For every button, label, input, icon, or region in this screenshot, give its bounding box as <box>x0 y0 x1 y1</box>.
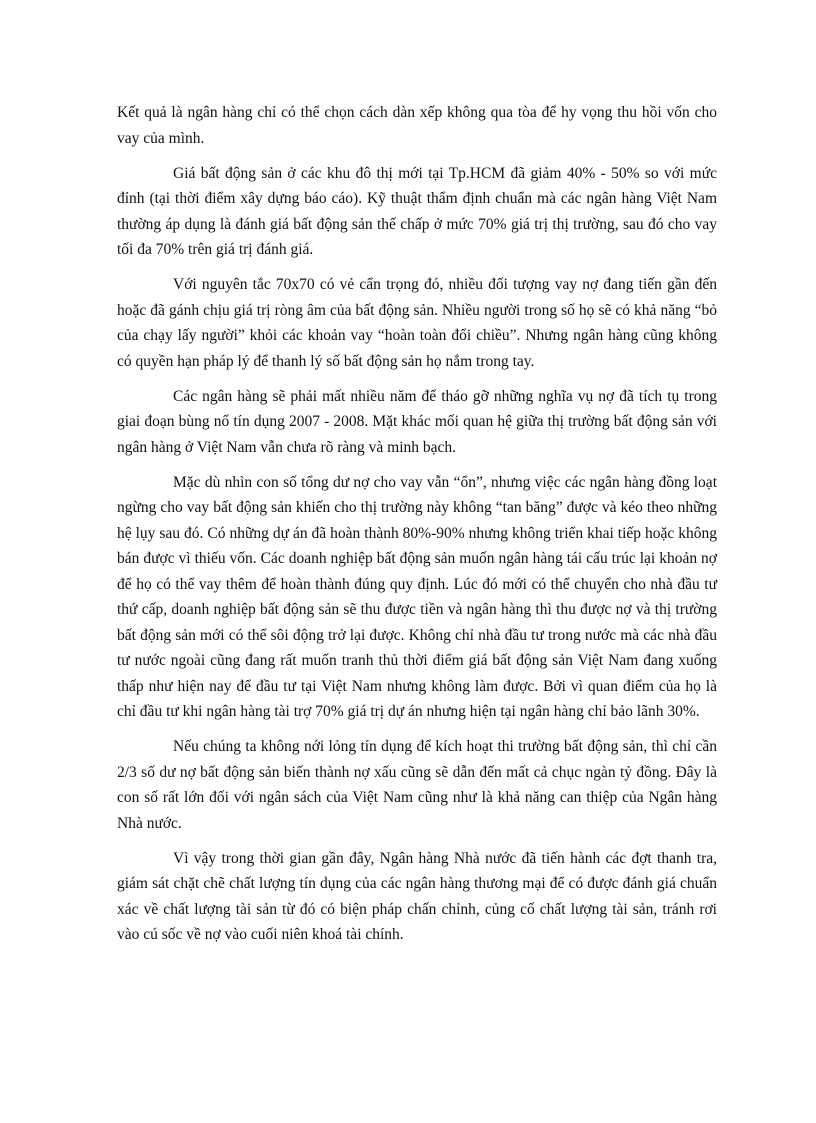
paragraph-4: Các ngân hàng sẽ phải mất nhiều năm để tháo gỡ những nghĩa vụ nợ đã tích tụ trong giai đoạn bùng nổ tín dụng 2007 - 2008. Mặt khác mối quan hệ giữa thị trường bất động sản với ngân hàng ở Việt Nam vẫn chưa rõ ràng và minh bạch. <box>117 387 717 456</box>
paragraph-5: Mặc dù nhìn con số tổng dư nợ cho vay vẫn “ổn”, nhưng việc các ngân hàng đồng loạt ngừng cho vay bất động sản khiến cho thị trường này không “tan băng” được và kéo theo những hệ lụy sau đó. Có những dự án đã hoàn thành 80%-90% nhưng không triển khai tiếp hoặc không bán được vì thiếu vốn. Các doanh nghiệp bất động sản muốn ngân hàng tái cấu trúc lại khoản nợ để họ có thể vay thêm để hoàn thành đúng quy định. Lúc đó mới có thể chuyển cho nhà đầu tư thứ cấp, doanh nghiệp bất động sản sẽ thu được tiền và ngân hàng thì thu được nợ và thị trường bất động sản mới có thể sôi động trở lại được. Không chỉ nhà đầu tư trong nước mà các nhà đầu tư nước ngoài cũng đang rất muốn tranh thủ thời điểm giá bất động sản Việt Nam đang xuống thấp như hiện nay để đầu tư tại Việt Nam nhưng không làm được. Bởi vì quan điểm của họ là chỉ đầu tư khi ngân hàng tài trợ 70% giá trị dự án nhưng hiện tại ngân hàng chỉ bảo lãnh 30%. <box>117 473 717 720</box>
paragraph-2: Giá bất động sản ở các khu đô thị mới tại Tp.HCM đã giảm 40% - 50% so với mức đỉnh (tại thời điểm xây dựng báo cáo). Kỹ thuật thẩm định chuẩn mà các ngân hàng Việt Nam thường áp dụng là đánh giá bất động sản thế chấp ở mức 70% giá trị thị trường, sau đó cho vay tối đa 70% trên giá trị đánh giá. <box>117 164 717 258</box>
paragraph-3: Với nguyên tắc 70x70 có vẻ cẩn trọng đó, nhiều đối tượng vay nợ đang tiến gần đến hoặc đã gánh chịu giá trị ròng âm của bất động sản. Nhiều người trong số họ sẽ có khả năng “bỏ của chạy lấy người” khỏi các khoản vay “hoàn toàn đổi chiều”. Nhưng ngân hàng cũng không có quyền hạn pháp lý để thanh lý số bất động sản họ nắm trong tay. <box>117 276 717 370</box>
paragraph-7: Vì vậy trong thời gian gần đây, Ngân hàng Nhà nước đã tiến hành các đợt thanh tra, giám sát chặt chẽ chất lượng tín dụng của các ngân hàng thương mại để có được đánh giá chuẩn xác về chất lượng tài sản từ đó có biện pháp chấn chỉnh, củng cố chất lượng tài sản, tránh rơi vào cú sốc về nợ vào cuối niên khoá tài chính. <box>117 849 717 943</box>
paragraph-6: Nếu chúng ta không nới lỏng tín dụng để kích hoạt thi trường bất động sản, thì chỉ cần 2/3 số dư nợ bất động sản biến thành nợ xấu cũng sẽ dẫn đến mất cả chục ngàn tỷ đồng. Đây là con số rất lớn đối với ngân sách của Việt Nam cũng như là khả năng can thiệp của Ngân hàng Nhà nước. <box>117 738 717 832</box>
document-body <box>117 100 717 957</box>
paragraph-1: Kết quả là ngân hàng chỉ có thể chọn cách dàn xếp không qua tòa để hy vọng thu hồi vốn cho vay của mình. <box>117 104 717 147</box>
